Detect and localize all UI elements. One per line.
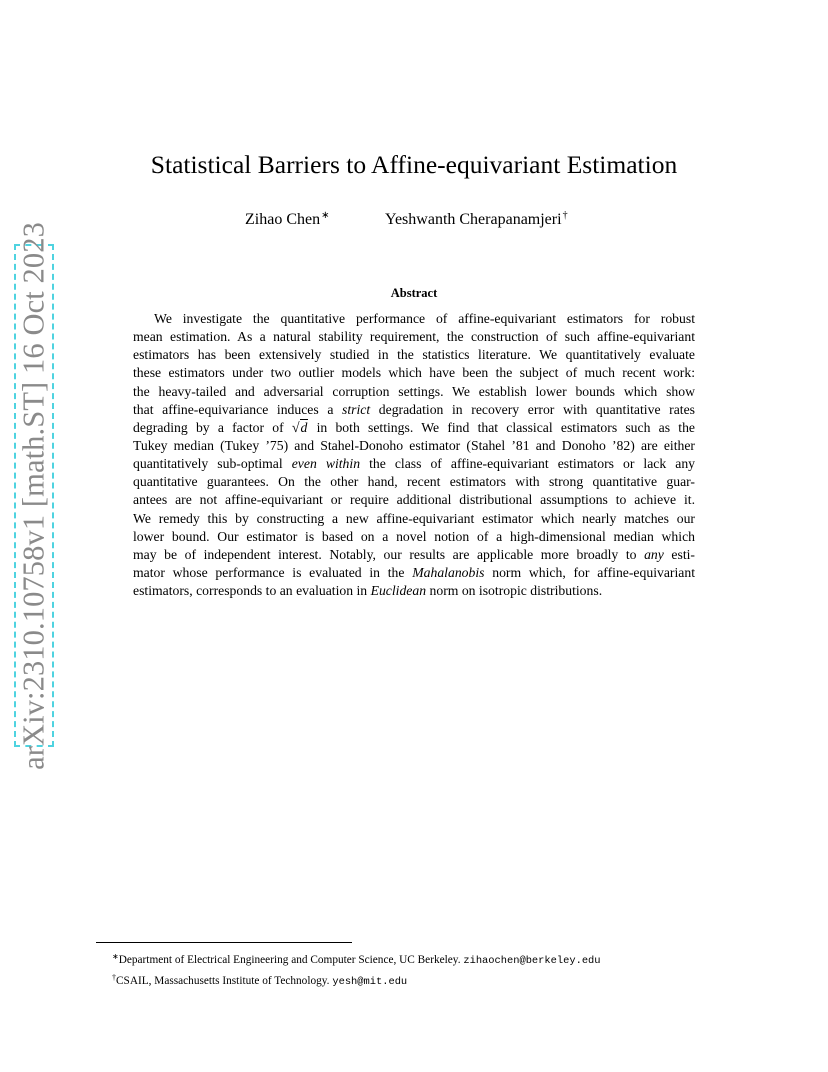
emphasis-strict: strict (342, 401, 371, 417)
author-2 (385, 210, 568, 229)
emphasis-even-within: even within (291, 456, 361, 472)
abstract-line: quantitative guarantees. On the other hand, recent estimators with strong quantitative guar- (133, 474, 695, 490)
abstract-line: estimators has been extensively studied in the statistics literature. We quantitatively evaluate (133, 347, 695, 363)
emphasis-euclidean: Euclidean (370, 583, 427, 599)
abstract-line: We remedy this by constructing a new affine-equivariant estimator which nearly matches our (133, 510, 695, 526)
abstract-line: Tukey median (Tukey ’75) and Stahel-Donoho estimator (Stahel ’81 and Donoho ’82) are either (133, 437, 695, 453)
abstract-line: antees are not affine-equivariant or require additional distributional assumptions to achieve it. (133, 492, 695, 508)
email-link-1[interactable]: zihaochen@berkeley.edu (463, 955, 601, 967)
author-1-name: Zihao Chen (245, 211, 321, 228)
abstract-line: lower bound. Our estimator is based on a novel notion of a high-dimensional median which (133, 528, 695, 544)
arxiv-stamp (14, 221, 54, 770)
abstract-heading: Abstract (390, 286, 438, 300)
footnote-1: ∗Department of Electrical Engineering and Computer Science, UC Berkeley. zihaochen@berkeley.edu (112, 952, 601, 967)
abstract-line: We investigate the quantitative performance of affine-equivariant estimators for robust (154, 311, 695, 326)
author-2-name: Yeshwanth Cherapanamjeri (385, 211, 562, 228)
arxiv-identifier: arXiv:2310.10758v1 [math.ST] 16 Oct 2023 (16, 221, 51, 770)
author-2-mark: † (562, 210, 568, 221)
footnotes (112, 949, 712, 990)
sqrt-d-formula: √d (291, 419, 308, 436)
email-link-2[interactable]: yesh@mit.edu (332, 975, 408, 988)
emphasis-any: any (644, 546, 664, 562)
abstract-line: mator whose performance is evaluated in the Mahalanobis norm which, for affine-equivariant (133, 564, 695, 580)
abstract-line: may be of independent interest. Notably, our results are applicable more broadly to any esti- (133, 546, 695, 562)
emphasis-mahalanobis: Mahalanobis (412, 564, 485, 580)
paper-title: Statistical Barriers to Affine-equivariant Estimation (150, 150, 678, 179)
abstract-line: these estimators under two outlier models which have been the subject of much recent work: (133, 365, 695, 381)
abstract-line: the heavy-tailed and adversarial corruption settings. We establish lower bounds which show (133, 383, 695, 399)
abstract-line: estimators, corresponds to an evaluation in Euclidean norm on isotropic distributions. (133, 583, 603, 599)
abstract-line: that affine-equivariance induces a strict degradation in recovery error with quantitative rates (133, 401, 695, 417)
abstract-line: degrading by a factor of √d in both settings. We find that classical estimators such as the (133, 419, 695, 436)
abstract-line: quantitatively sub-optimal even within the class of affine-equivariant estimators or lack any (133, 456, 696, 472)
footnote-2: †CSAIL, Massachusetts Institute of Technology. yesh@mit.edu (112, 972, 408, 988)
author-1 (245, 210, 329, 229)
abstract-body (133, 310, 695, 600)
abstract-line: mean estimation. As a natural stability requirement, the construction of such affine-equivariant (133, 329, 695, 345)
author-1-mark: ∗ (321, 210, 330, 221)
footnote-rule (96, 942, 352, 943)
